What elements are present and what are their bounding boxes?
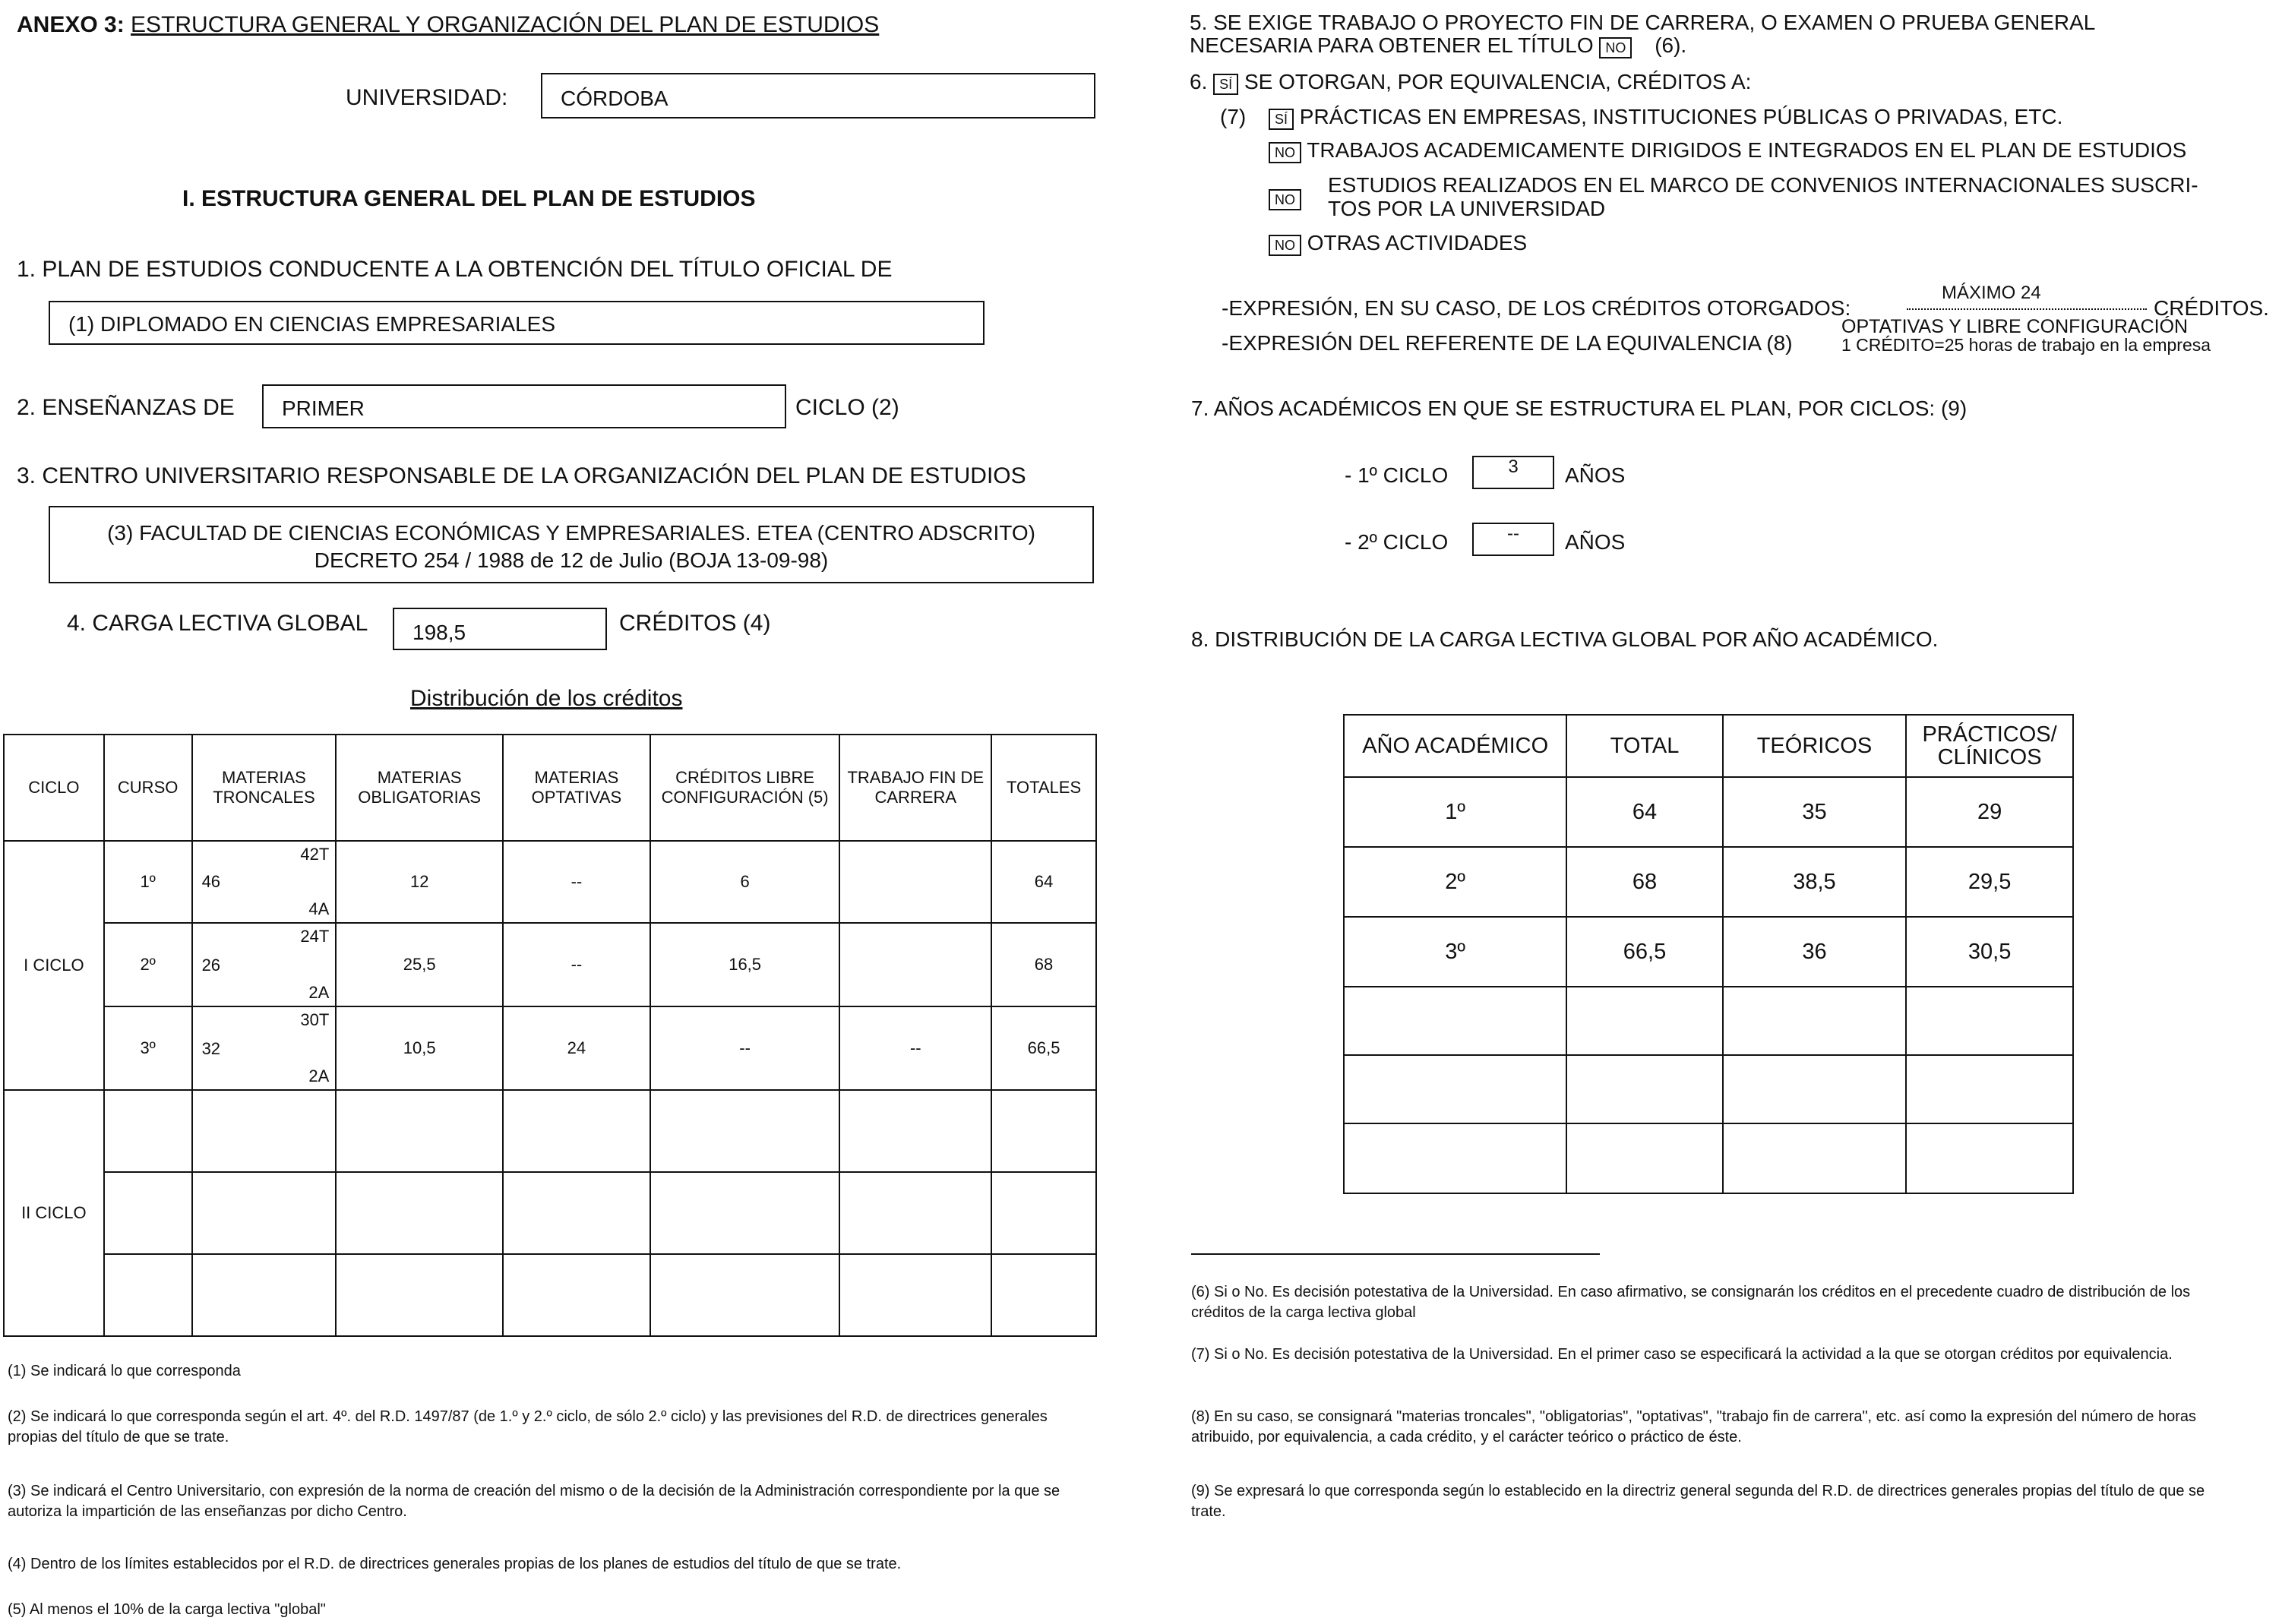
table-row [4,1090,1096,1172]
expr-creditos-suffix: CRÉDITOS. [2154,296,2269,320]
option-trabajos-box: NO [1269,142,1301,163]
acad-header-row [1344,715,2073,777]
footnote-1: (1) Se indicará lo que corresponda [8,1363,241,1379]
item-2-suffix: CICLO (2) [795,395,899,420]
col-troncales: MATERIAS TRONCALES [192,735,337,841]
ciclo-2-anios: AÑOS [1565,530,1626,554]
ciclo-2-years: -- [1472,523,1554,556]
table-row: 3º 30T 32 2A 10,5 24 -- -- 66,5 [4,1006,1096,1090]
option-convenios-box-wrap [1269,185,1301,210]
expr-referente-label: -EXPRESIÓN DEL REFERENTE DE LA EQUIVALENCIA (8) [1222,331,1793,355]
col-anio: AÑO ACADÉMICO [1344,715,1566,777]
option-convenios-box: NO [1269,189,1301,210]
footnote-6: (6) Si o No. Es decisión potestativa de la Universidad. En caso afirmativo, se consignarán los créditos en el precedente cuadro de distribución de los créditos de la carga lectiva global [1191,1284,2191,1321]
item-7-label: 7. AÑOS ACADÉMICOS EN QUE SE ESTRUCTURA EL PLAN, POR CICLOS: (9) [1191,397,1968,420]
table-row [1344,987,2073,1055]
item-2-label: 2. ENSEÑANZAS DE [17,395,235,420]
table-row: 2º 68 38,5 29,5 [1344,847,2073,917]
option-practicas-box: SÍ [1269,109,1294,130]
ciclo-1-label: - 1º CICLO [1345,463,1449,487]
ciclo-2-cell: II CICLO [4,1090,104,1336]
item-3-label: 3. CENTRO UNIVERSITARIO RESPONSABLE DE LA ORGANIZACIÓN DEL PLAN DE ESTUDIOS [17,463,1026,488]
table-row [1344,1055,2073,1123]
footnote-4: (4) Dentro de los límites establecidos por el R.D. de directrices generales propias de los planes de estudios del título de que se trate. [8,1556,902,1572]
option-practicas: SÍ PRÁCTICAS EN EMPRESAS, INSTITUCIONES PÚBLICAS O PRIVADAS, ETC. [1269,105,2062,130]
col-obligatorias: MATERIAS OBLIGATORIAS [336,735,503,841]
item-1-label: 1. PLAN DE ESTUDIOS CONDUCENTE A LA OBTENCIÓN DEL TÍTULO OFICIAL DE [17,257,893,282]
item-8-label: 8. DISTRIBUCIÓN DE LA CARGA LECTIVA GLOBAL POR AÑO ACADÉMICO. [1191,627,1939,651]
item-5-box: NO [1599,37,1632,58]
ciclo-1-years: 3 [1472,456,1554,489]
footnote-9: (9) Se expresará lo que corresponda según lo establecido en la directriz general segunda del R.D. de directrices generales propias del título de que se trate. [1191,1483,2205,1520]
item-4-label: 4. CARGA LECTIVA GLOBAL [67,611,368,636]
titulo-field: (1) DIPLOMADO EN CIENCIAS EMPRESARIALES [49,301,985,345]
option-otras-box: NO [1269,235,1301,256]
item-6: 6. SÍ SE OTORGAN, POR EQUIVALENCIA, CRÉDITOS A: [1190,70,1752,93]
table-row [4,1254,1096,1336]
ciclo-2-label: - 2º CICLO [1345,530,1449,554]
table-row: I CICLO 1º 42T 46 4A 12 -- 6 64 [4,841,1096,923]
academic-year-table [1343,714,2074,1194]
footnote-2: (2) Se indicará lo que corresponda según el art. 4º. del R.D. 1497/87 (de 1.º y 2.º ciclo, de sólo 2.º ciclo) y las previsiones del R.D. de directrices generales propias del título de que se trate. [8,1408,1048,1445]
col-total: TOTAL [1566,715,1722,777]
ciclo-1-anios: AÑOS [1565,463,1626,487]
table-row: 2º 24T 26 2A 25,5 -- 16,5 68 [4,923,1096,1006]
col-teoricos: TEÓRICOS [1723,715,1907,777]
option-trabajos: NO TRABAJOS ACADEMICAMENTE DIRIGIDOS E INTEGRADOS EN EL PLAN DE ESTUDIOS [1269,138,2186,163]
table-row [4,1172,1096,1254]
col-totales: TOTALES [991,735,1096,841]
footnote-8: (8) En su caso, se consignará "materias troncales", "obligatorias", "optativas", "trabajo fin de carrera", etc. así como la expresión del número de horas atribuido, por equivalencia, a cada crédito, y el carácter teórico o práctico de éste. [1191,1408,2196,1445]
item-7-ref: (7) [1220,105,1247,128]
col-ciclo: CICLO [4,735,104,841]
ciclo-1-cell: I CICLO [4,841,104,1090]
footnote-7: (7) Si o No. Es decisión potestativa de la Universidad. En el primer caso se especificará la actividad a la que se otorgan créditos por equivalencia. [1191,1346,2173,1363]
distribution-table [3,734,1097,1337]
dist-header-row [4,735,1096,841]
table-row [1344,1123,2073,1193]
carga-field: 198,5 [393,608,607,650]
annex-header: ANEXO 3: ESTRUCTURA GENERAL Y ORGANIZACIÓN DEL PLAN DE ESTUDIOS [17,12,880,37]
troncales-cell: 24T 26 2A [192,923,337,1006]
footnote-5: (5) Al menos el 10% de la carga lectiva "global" [8,1601,326,1618]
troncales-cell: 30T 32 2A [192,1006,337,1090]
centro-field: (3) FACULTAD DE CIENCIAS ECONÓMICAS Y EMPRESARIALES. ETEA (CENTRO ADSCRITO) DECRETO 254 / 1988 de 12 de Julio (BOJA 13-09-98) [49,506,1094,583]
col-libre: CRÉDITOS LIBRE CONFIGURACIÓN (5) [650,735,840,841]
expr-creditos-value: MÁXIMO 24 [1942,283,2041,303]
table-row: 1º 64 35 29 [1344,777,2073,847]
ciclo-field: PRIMER [262,384,786,428]
section-title: I. ESTRUCTURA GENERAL DEL PLAN DE ESTUDIOS [182,186,756,211]
item-6-box: SÍ [1213,74,1238,95]
item-4-suffix: CRÉDITOS (4) [619,611,771,636]
footnote-3: (3) Se indicará el Centro Universitario, con expresión de la norma de creación del mismo o de la decisión de la Administración correspondiente por la que se autoriza la impartición de las enseñanzas por dicho Centro. [8,1483,1060,1520]
footnote-separator [1191,1253,1600,1255]
universidad-field: CÓRDOBA [541,73,1095,118]
col-curso: CURSO [104,735,192,841]
col-trabajo: TRABAJO FIN DE CARRERA [839,735,991,841]
dist-title: Distribución de los créditos [410,686,683,711]
option-convenios: ESTUDIOS REALIZADOS EN EL MARCO DE CONVENIOS INTERNACIONALES SUSCRI- TOS POR LA UNIVERSIDAD [1328,173,2198,220]
item-5-line-2: NECESARIA PARA OBTENER EL TÍTULO NO (6). [1190,33,1687,57]
expr-creditos-label: -EXPRESIÓN, EN SU CASO, DE LOS CRÉDITOS OTORGADOS: [1222,296,1851,320]
expr-referente-value: OPTATIVAS Y LIBRE CONFIGURACIÓN 1 CRÉDITO=25 horas de trabajo en la empresa [1841,316,2211,355]
universidad-label: UNIVERSIDAD: [346,85,508,110]
item-5-line-1: 5. SE EXIGE TRABAJO O PROYECTO FIN DE CARRERA, O EXAMEN O PRUEBA GENERAL [1190,11,2096,34]
option-otras: NO OTRAS ACTIVIDADES [1269,231,1527,256]
col-practicos: PRÁCTICOS/ CLÍNICOS [1906,715,2073,777]
col-optativas: MATERIAS OPTATIVAS [503,735,650,841]
troncales-cell: 42T 46 4A [192,841,337,923]
table-row: 3º 66,5 36 30,5 [1344,917,2073,987]
expr-creditos-dots [1907,308,2147,310]
